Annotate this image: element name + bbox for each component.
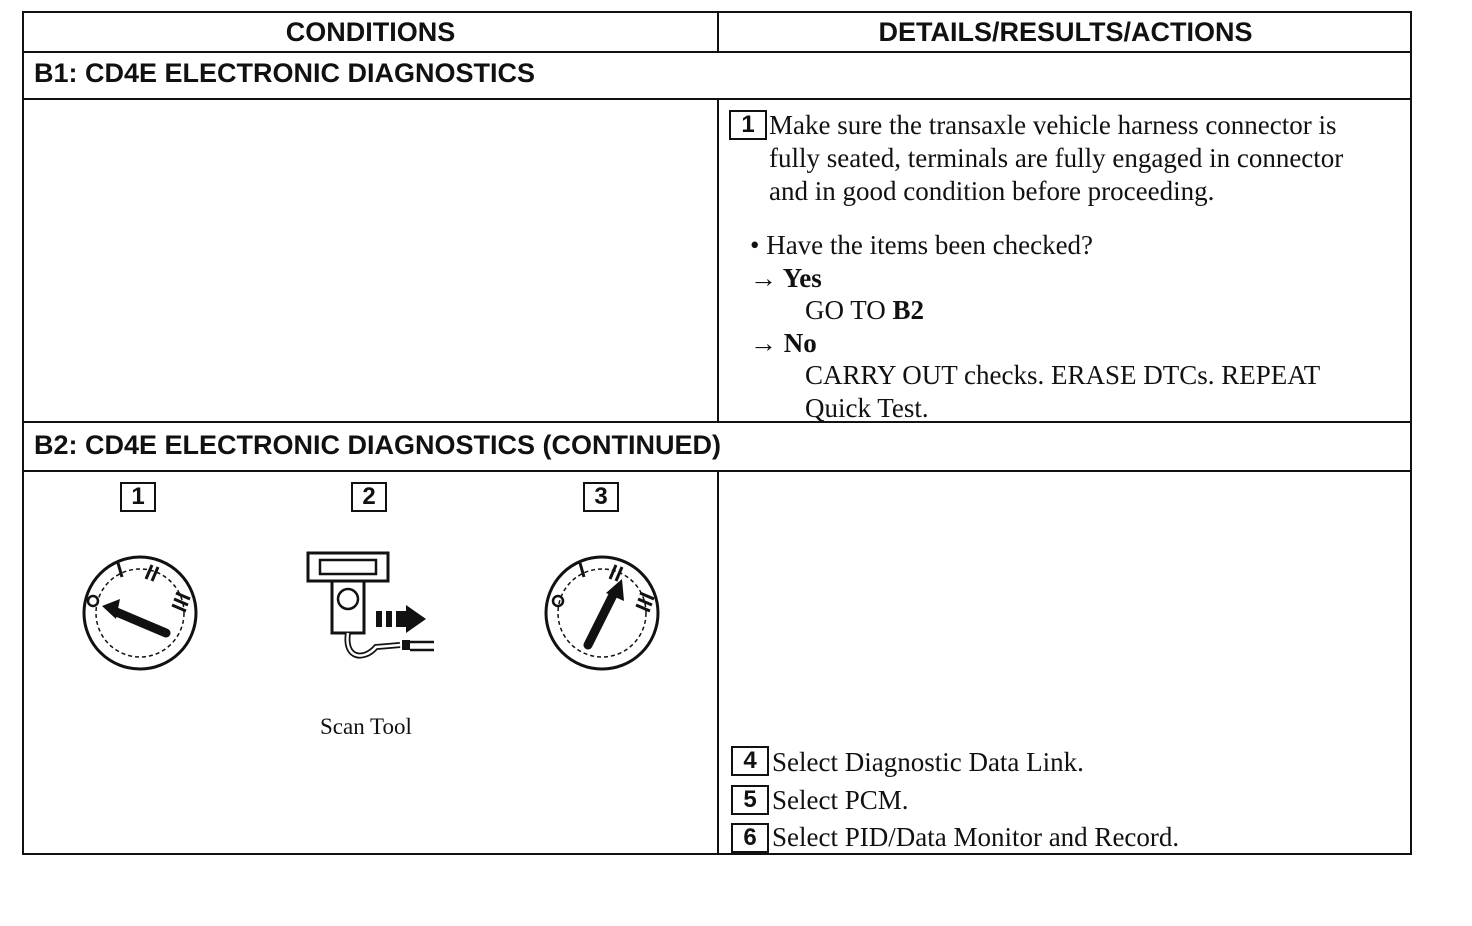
step-number-box: 1	[729, 110, 767, 140]
step-number-box: 5	[731, 785, 769, 815]
b1-step-line: Make sure the transaxle vehicle harness connector is	[769, 110, 1337, 140]
yes-label: → Yes	[750, 263, 822, 293]
b2-step-4-text: Select Diagnostic Data Link.	[772, 747, 1084, 777]
no-action-line: CARRY OUT checks. ERASE DTCs. REPEAT	[805, 360, 1321, 390]
b2-step-4-box	[731, 746, 771, 776]
b1-yes-action	[805, 294, 924, 327]
figure-number-box: 2	[351, 482, 387, 512]
b2-step-5-box	[731, 785, 771, 815]
yes-action-target: B2	[892, 295, 925, 325]
no-action-line: Quick Test.	[805, 393, 929, 423]
b2-column-divider	[717, 470, 719, 855]
b1-step-1	[729, 110, 767, 140]
yes-action-prefix: GO TO	[805, 295, 893, 325]
b1-question: • Have the items been checked?	[750, 230, 1094, 260]
details-header: DETAILS/RESULTS/ACTIONS	[878, 16, 1253, 47]
b1-no-action	[805, 359, 1320, 425]
scan-tool-caption: Scan Tool	[320, 714, 412, 739]
ignition-switch-off-icon	[80, 553, 200, 673]
conditions-header: CONDITIONS	[285, 16, 456, 47]
figure-number-box: 1	[120, 482, 156, 512]
b1-title: B1: CD4E ELECTRONIC DIAGNOSTICS	[34, 58, 536, 88]
ignition-switch-run-icon	[542, 553, 662, 673]
b1-no-label: → No	[750, 328, 817, 358]
b2-step-5-text: Select PCM.	[772, 785, 909, 815]
b1-step-1-text	[769, 109, 1343, 208]
step-number-box: 4	[731, 746, 769, 776]
b1-step-line: fully seated, terminals are fully engaged in connector	[769, 143, 1344, 173]
figure-1-number	[120, 482, 156, 512]
figure-3-number	[583, 482, 619, 512]
b1-step-line: and in good condition before proceeding.	[769, 176, 1215, 206]
b2-step-6-box	[731, 823, 771, 853]
step-number-box: 6	[731, 823, 769, 853]
scan-tool-icon	[304, 549, 444, 669]
b1-column-divider	[717, 98, 719, 421]
figure-2-number	[351, 482, 387, 512]
figure-number-box: 3	[583, 482, 619, 512]
b2-title: B2: CD4E ELECTRONIC DIAGNOSTICS (CONTINUED)	[34, 430, 722, 460]
header-divider	[24, 51, 1410, 53]
b1-yes-label	[750, 262, 822, 295]
b2-step-6-text: Select PID/Data Monitor and Record.	[772, 822, 1180, 852]
diagnostic-table	[22, 11, 1412, 855]
